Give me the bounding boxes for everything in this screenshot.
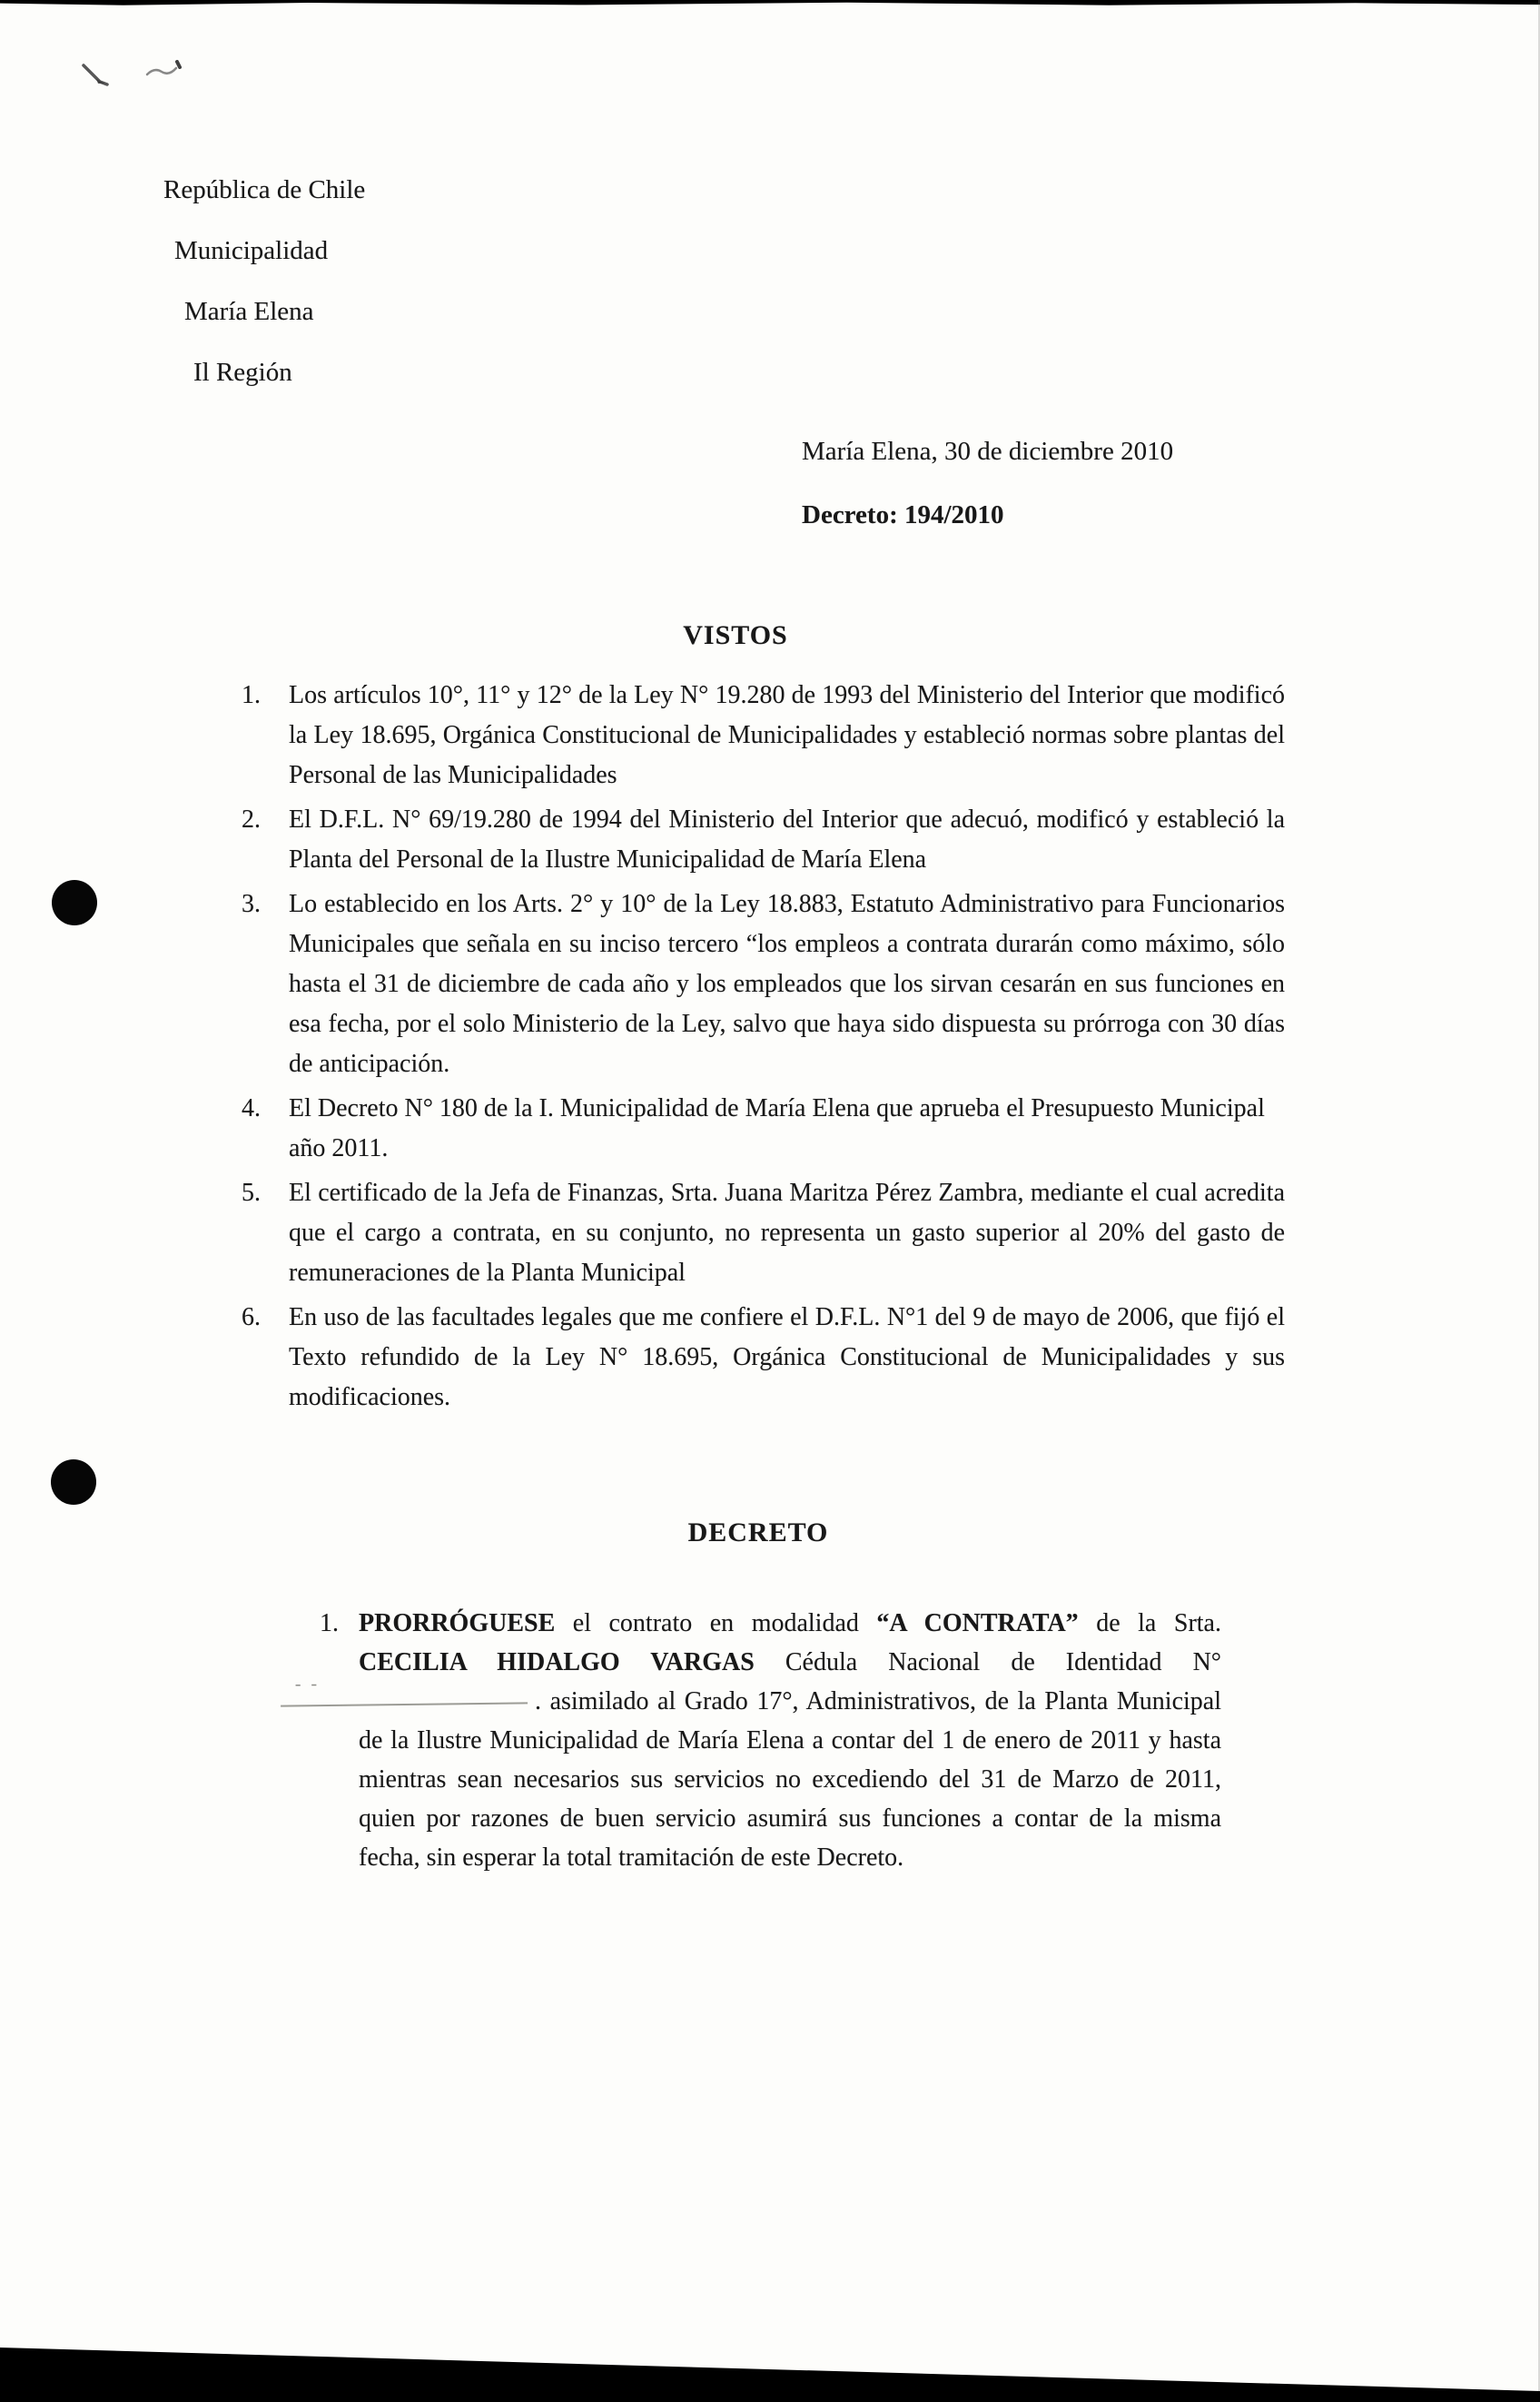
decree-number-line: Decreto: 194/2010 xyxy=(802,500,1004,529)
vistos-item-text: El D.F.L. N° 69/19.280 de 1994 del Ministerio del Interior que adecuó, modificó y estableció la Planta del Personal de la Ilustre Municipalidad de María Elena xyxy=(289,806,1285,874)
vistos-item-number: 4. xyxy=(242,1094,261,1122)
vistos-item xyxy=(242,676,1285,796)
text-run: . asimilado al Grado 17°, Administrativos, de la Planta Municipal de la Ilustre Municipalidad de María Elena a contar del 1 de enero de 2011 y hasta mientras sean necesarios sus servicios no excediendo del 31 de Marzo de 2011, quien por razones de buen servicio asumirá sus funciones a contar de la misma fecha, sin esperar la total tramitación de este Decreto. xyxy=(359,1687,1221,1872)
bold-text-run: CECILIA HIDALGO VARGAS xyxy=(359,1648,755,1676)
vistos-item-text: En uso de las facultades legales que me confiere el D.F.L. N°1 del 9 de mayo de 2006, que fijó el Texto refundido de la Ley N° 18.695, Orgánica Constitucional de Municipalidades y sus modificaciones. xyxy=(289,1303,1285,1411)
letterhead-line-region: Il Región xyxy=(193,358,292,387)
hole-punch-mark xyxy=(51,1459,96,1505)
vistos-item xyxy=(242,885,1285,1084)
vistos-item-number: 6. xyxy=(242,1303,261,1331)
pen-mark-check-icon xyxy=(80,62,118,94)
redacted-id-number xyxy=(281,1691,528,1706)
top-scan-edge xyxy=(0,0,1540,5)
letterhead-line-city: María Elena xyxy=(184,297,314,326)
vistos-item-text: El certificado de la Jefa de Finanzas, Srta. Juana Maritza Pérez Zambra, mediante el cual acredita que el cargo a contrata, en su conjunto, no representa un gasto superior al 20% del gasto de remuneraciones de la Planta Municipal xyxy=(289,1179,1285,1287)
vistos-item-text: El Decreto N° 180 de la I. Municipalidad de María Elena que aprueba el Presupuesto Municipal año 2011. xyxy=(289,1094,1265,1162)
bottom-scan-edge xyxy=(0,2348,1540,2402)
date-decree-block xyxy=(802,420,1173,547)
vistos-heading: VISTOS xyxy=(683,620,788,650)
decreto-item-text xyxy=(359,1604,1221,1877)
vistos-list xyxy=(242,676,1285,1422)
text-run: el contrato en modalidad xyxy=(555,1609,877,1637)
vistos-item-text: Los artículos 10°, 11° y 12° de la Ley N° 19.280 de 1993 del Ministerio del Interior que modificó la Ley 18.695, Orgánica Constitucional de Municipalidades y estableció normas sobre plantas del Personal de las Municipalidades xyxy=(289,681,1285,789)
vistos-item-number: 5. xyxy=(242,1179,261,1207)
letterhead xyxy=(163,160,365,403)
letterhead-line-municipality: Municipalidad xyxy=(174,236,329,265)
letterhead-line-country: República de Chile xyxy=(163,175,366,204)
decreto-item xyxy=(320,1604,1221,1877)
hole-punch-mark xyxy=(52,880,97,925)
text-run: Cédula Nacional de Identidad N° xyxy=(754,1648,1221,1676)
decreto-item-number: 1. xyxy=(320,1609,339,1637)
text-run: de la Srta. xyxy=(1078,1609,1221,1637)
vistos-item xyxy=(242,1173,1285,1293)
decreto-heading: DECRETO xyxy=(687,1517,829,1547)
date-line: María Elena, 30 de diciembre 2010 xyxy=(802,437,1174,466)
vistos-item-number: 2. xyxy=(242,806,261,834)
vistos-item-text: Lo establecido en los Arts. 2° y 10° de la Ley 18.883, Estatuto Administrativo para Funcionarios Municipales que señala en su inciso tercero “los empleos a contrata durarán como máximo, sólo hasta el 31 de diciembre de cada año y los empleados que los sirvan cesarán en sus funciones en esa fecha, por el solo Ministerio de la Ley, salvo que haya sido dispuesta su prórroga con 30 días de anticipación. xyxy=(289,890,1285,1078)
bold-text-run: PRORRÓGUESE xyxy=(359,1609,556,1637)
bold-text-run: “A CONTRATA” xyxy=(876,1609,1079,1637)
vistos-item-number: 3. xyxy=(242,890,261,918)
vistos-item xyxy=(242,1089,1285,1169)
pen-mark-squiggle-icon xyxy=(143,54,187,85)
vistos-item xyxy=(242,1298,1285,1418)
vistos-item xyxy=(242,800,1285,880)
vistos-item-number: 1. xyxy=(242,681,261,709)
